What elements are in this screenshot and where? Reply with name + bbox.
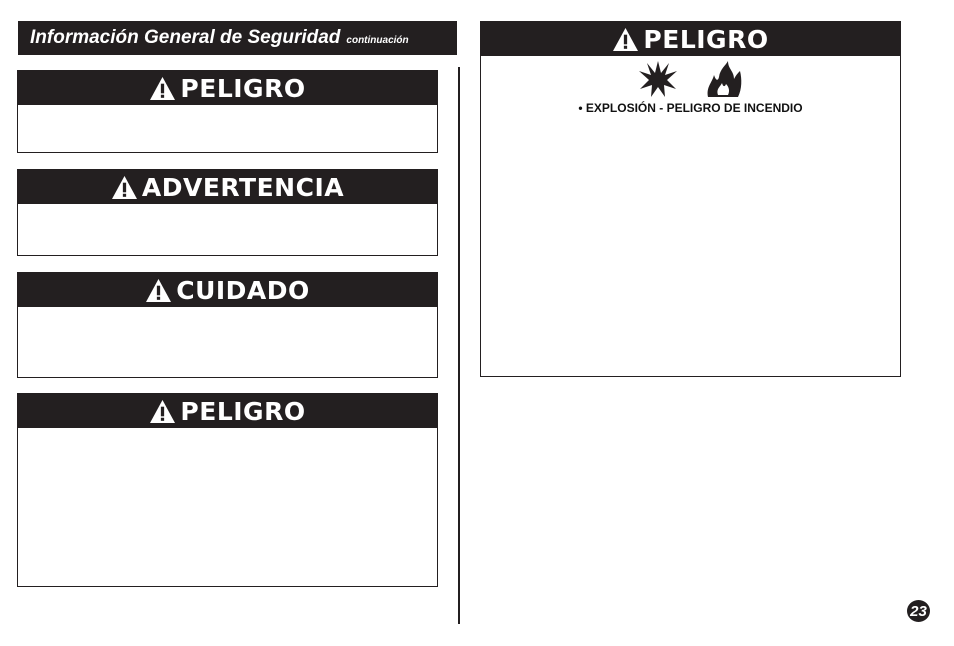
warning-triangle-icon: [111, 175, 138, 200]
warning-box: [17, 169, 438, 256]
warning-triangle-icon: [145, 278, 172, 303]
danger-box-explosion-body: [481, 59, 900, 115]
warning-triangle-icon: [149, 399, 176, 424]
hazard-icons: [481, 59, 900, 99]
signal-word: PELIGRO: [180, 396, 306, 426]
signal-word: CUIDADO: [176, 275, 310, 305]
signal-word: PELIGRO: [180, 73, 306, 103]
danger-box-2-header: [18, 394, 437, 428]
warning-box-header: [18, 170, 437, 204]
column-divider: [458, 67, 460, 624]
caution-box: [17, 272, 438, 378]
warning-triangle-icon: [612, 27, 639, 52]
danger-box-explosion-header: [481, 22, 900, 56]
caution-box-header: [18, 273, 437, 307]
section-title: Información General de Seguridad: [30, 27, 341, 48]
page-number: 23: [907, 600, 930, 622]
danger-box-1-header: [18, 71, 437, 105]
explosion-icon: [638, 59, 678, 99]
signal-word: PELIGRO: [643, 24, 769, 54]
danger-box-1: [17, 70, 438, 153]
section-title-bar: [18, 21, 457, 55]
signal-word: ADVERTENCIA: [141, 172, 345, 202]
danger-box-explosion: [480, 21, 901, 377]
section-subtitle: continuación: [346, 35, 409, 46]
fire-icon: [704, 59, 744, 99]
danger-box-2: [17, 393, 438, 587]
hazard-caption: • EXPLOSIÓN - PELIGRO DE INCENDIO: [578, 101, 803, 115]
warning-triangle-icon: [149, 76, 176, 101]
